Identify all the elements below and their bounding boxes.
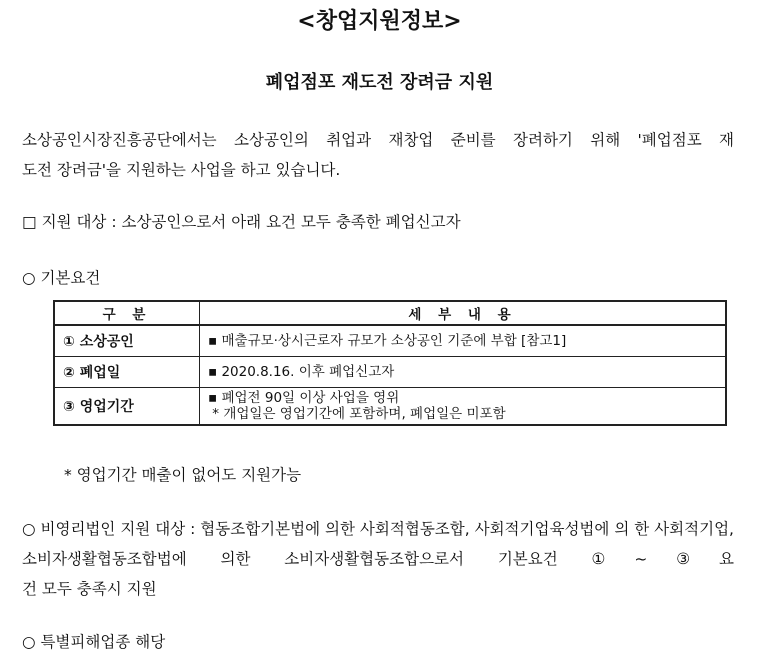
support-target-line: □ 지원 대상 : 소상공인으로서 아래 요건 모두 충족한 폐업신고자: [22, 213, 461, 231]
nonprofit-paragraph: [22, 514, 734, 604]
basic-requirements-heading: ○ 기본요건: [22, 269, 101, 287]
row-key: ② 폐업일: [54, 357, 200, 388]
row-detail: [200, 388, 727, 426]
header-detail: 세 부 내 용: [200, 301, 727, 325]
row-detail: [200, 357, 727, 388]
header-category: 구 분: [54, 301, 200, 325]
row-key: ③ 영업기간: [54, 388, 200, 426]
nonprofit-line-2: 한 사회적기업, 소비자생활협동조합법에 의한 소비자생활협동조합으로서 기본요건 ①~③요: [22, 520, 734, 568]
detail-line: ▪ 폐업전 90일 이상 사업을 영위: [208, 390, 400, 406]
special-damage-heading: ○ 특별피해업종 해당: [22, 633, 166, 651]
requirements-table: [53, 300, 727, 426]
page-title: <창업지원정보>: [297, 9, 462, 34]
page-subtitle: 폐업점포 재도전 장려금 지원: [265, 72, 494, 93]
intro-line-2: 도전 장려금'을 지원하는 사업을 하고 있습니다.: [22, 161, 341, 179]
detail-line: ▪ 매출규모·상시근로자 규모가 소상공인 기준에 부합 [참고1]: [208, 333, 567, 349]
row-key: ① 소상공인: [54, 325, 200, 357]
nonprofit-line-1: ○ 비영리법인 지원 대상 : 협동조합기본법에 의한 사회적협동조합, 사회적기업육성법에 의: [22, 520, 630, 538]
intro-paragraph: [22, 125, 734, 185]
table-row: [54, 388, 726, 426]
row-detail: [200, 325, 727, 357]
table-row: [54, 325, 726, 357]
nonprofit-line-3: 건 모두 충족시 지원: [22, 580, 157, 598]
detail-line: ▪ 2020.8.16. 이후 폐업신고자: [208, 364, 395, 380]
sales-note: * 영업기간 매출이 없어도 지원가능: [64, 466, 302, 484]
detail-note-line: * 개업일은 영업기간에 포함하며, 폐업일은 미포함: [208, 406, 506, 422]
table-row: [54, 357, 726, 388]
intro-line-1: 소상공인시장진흥공단에서는 소상공인의 취업과 재창업 준비를 장려하기 위해 '폐업점포 재: [22, 131, 734, 149]
table-header-row: [54, 301, 726, 325]
